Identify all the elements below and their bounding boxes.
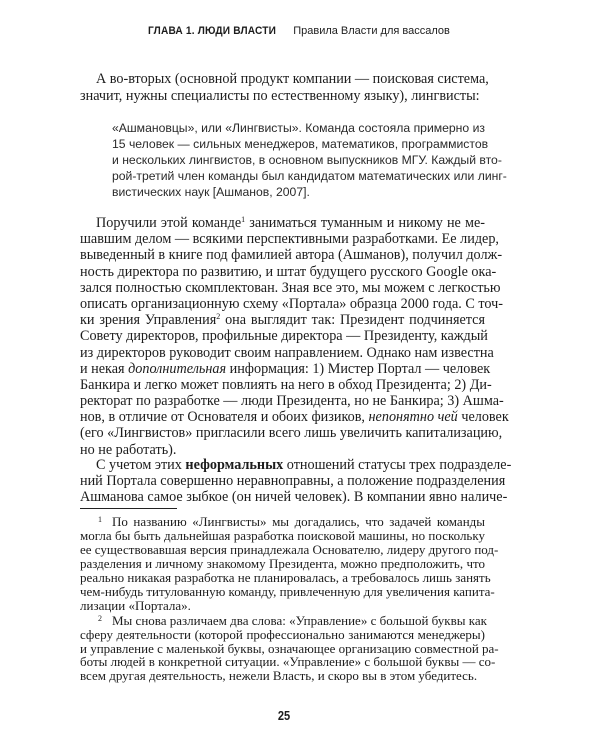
text-line: реально никакая разработка не планировалась, а требовалось лишь занять (80, 570, 491, 585)
text-line: ее существовавшая версия принадлежала Основателю, лидеру другого под- (80, 542, 499, 557)
chapter-title: ГЛАВА 1. ЛЮДИ ВЛАСТИ (148, 25, 277, 37)
text-line: ность директора по развитию, и штат будущего русского Google ока- (80, 263, 497, 280)
footnote-number: 2 (98, 614, 102, 623)
footnote-separator (80, 508, 177, 509)
text-line: ний Портала совершенно неравноправны, а положение подразделения (80, 473, 506, 489)
text-line: «Ашмановцы», или «Лингвисты». Команда состояла примерно из (112, 121, 485, 135)
text-line: Банкира и легко может повлиять на него в обход Президента; 2) Ди- (80, 376, 492, 393)
text-line: нов, в отличие от Основателя и обоих физиков, непонятно чей человек (80, 409, 509, 426)
running-header (148, 25, 450, 37)
text-line: ки зрения Управления$^2$ она выглядит так: Президент подчиняется (80, 312, 485, 329)
text-line: Ашманова самое зыбкое (он ничей человек). В компании явно наличе- (80, 489, 508, 505)
text-line: С учетом этих неформальных отношений статусы трех подразделе- (96, 457, 512, 473)
page-number: 25 (277, 708, 291, 723)
text-line: ректорат по разработке — люди Президента, но не Банкира; 3) Ашма- (80, 393, 504, 410)
italic-emphasis: непонятно чей (368, 409, 458, 426)
text-line: из директоров руководит своим направлением. Однако нам известна (80, 344, 494, 361)
text-line: чем-нибудь титулованную команду, привлеченную для увеличения капита- (80, 584, 495, 599)
text-line: зался полностью скомплектован. Зная все это, мы можем с легкостью (80, 279, 501, 296)
block-quote (112, 120, 507, 200)
text-line: и управление с маленькой буквы, означающее организацию совместной ра- (80, 640, 499, 656)
text-line: шавшим делом — всякими перспективными разработками. Ее лидер, (80, 231, 499, 248)
footnote-2 (80, 613, 499, 684)
bold-emphasis: неформальных (185, 457, 284, 473)
text-line: 15 человек — сильных менеджеров, математиков, программистов (112, 137, 489, 152)
text-line: описать организационную схему «Портала» образца 2000 года. С точ- (80, 295, 503, 312)
text-line: значит, нужны специалисты по естественному языку), лингвисты: (80, 87, 480, 104)
paragraph-3 (80, 457, 512, 505)
text-line: А во-вторых (основной продукт компании — поисковая система, (96, 71, 489, 87)
text-line: Поручили этой команде$^1$ заниматься туманным и никому не ме- (96, 215, 486, 231)
italic-emphasis: дополнительная (128, 360, 227, 377)
text-line: но не работать). (80, 441, 177, 458)
text-line: По названию «Лингвисты» мы догадались, что задачей команды (112, 514, 485, 529)
text-line: (его «Лингвистов» пригласили всего лишь увеличить капитализацию, (80, 425, 503, 442)
footnote-1 (80, 514, 499, 613)
text-line: и нескольких лингвистов, в основном выпускников МГУ. Каждый вто- (112, 153, 502, 168)
text-line: могла бы быть дальнейшая разработка поисковой машины, но поскольку (80, 528, 485, 543)
text-line: и некая дополнительная информация: 1) Мистер Портал — человек (80, 360, 491, 377)
text-line: выведенный в книге под фамилией автора (Ашманов), получил долж- (80, 247, 503, 264)
text-line: лизации «Портала». (80, 598, 191, 613)
section-title: Правила Власти для вассалов (293, 25, 450, 37)
text-line: всем другая деятельность, нежели Власть, и скоро вы в этом убедитесь. (80, 668, 478, 684)
paragraph-2 (80, 215, 509, 458)
text-line: вистических наук [Ашманов, 2007]. (112, 185, 310, 200)
text-line: разделения и личному знакомому Президента, можно предположить, что (80, 556, 485, 571)
text-line: боты людей в конкретной ситуации. «Управление» с большой буквы — со- (80, 654, 496, 670)
text-line: Совету директоров, профильные директора — Президенту, каждый (80, 328, 488, 345)
text-line: сферу деятельности (которой профессионально занимаются менеджеры) (80, 626, 485, 642)
text-line: Мы снова различаем два слова: «Управление» с большой буквы как (112, 613, 487, 628)
text-line: рой-третий член команды был кандидатом математических или линг- (112, 169, 507, 184)
footnote-number: 1 (98, 515, 102, 524)
footnote-reference: 2 (216, 312, 221, 322)
footnote-reference: 1 (241, 215, 246, 224)
paragraph-1 (80, 71, 489, 104)
